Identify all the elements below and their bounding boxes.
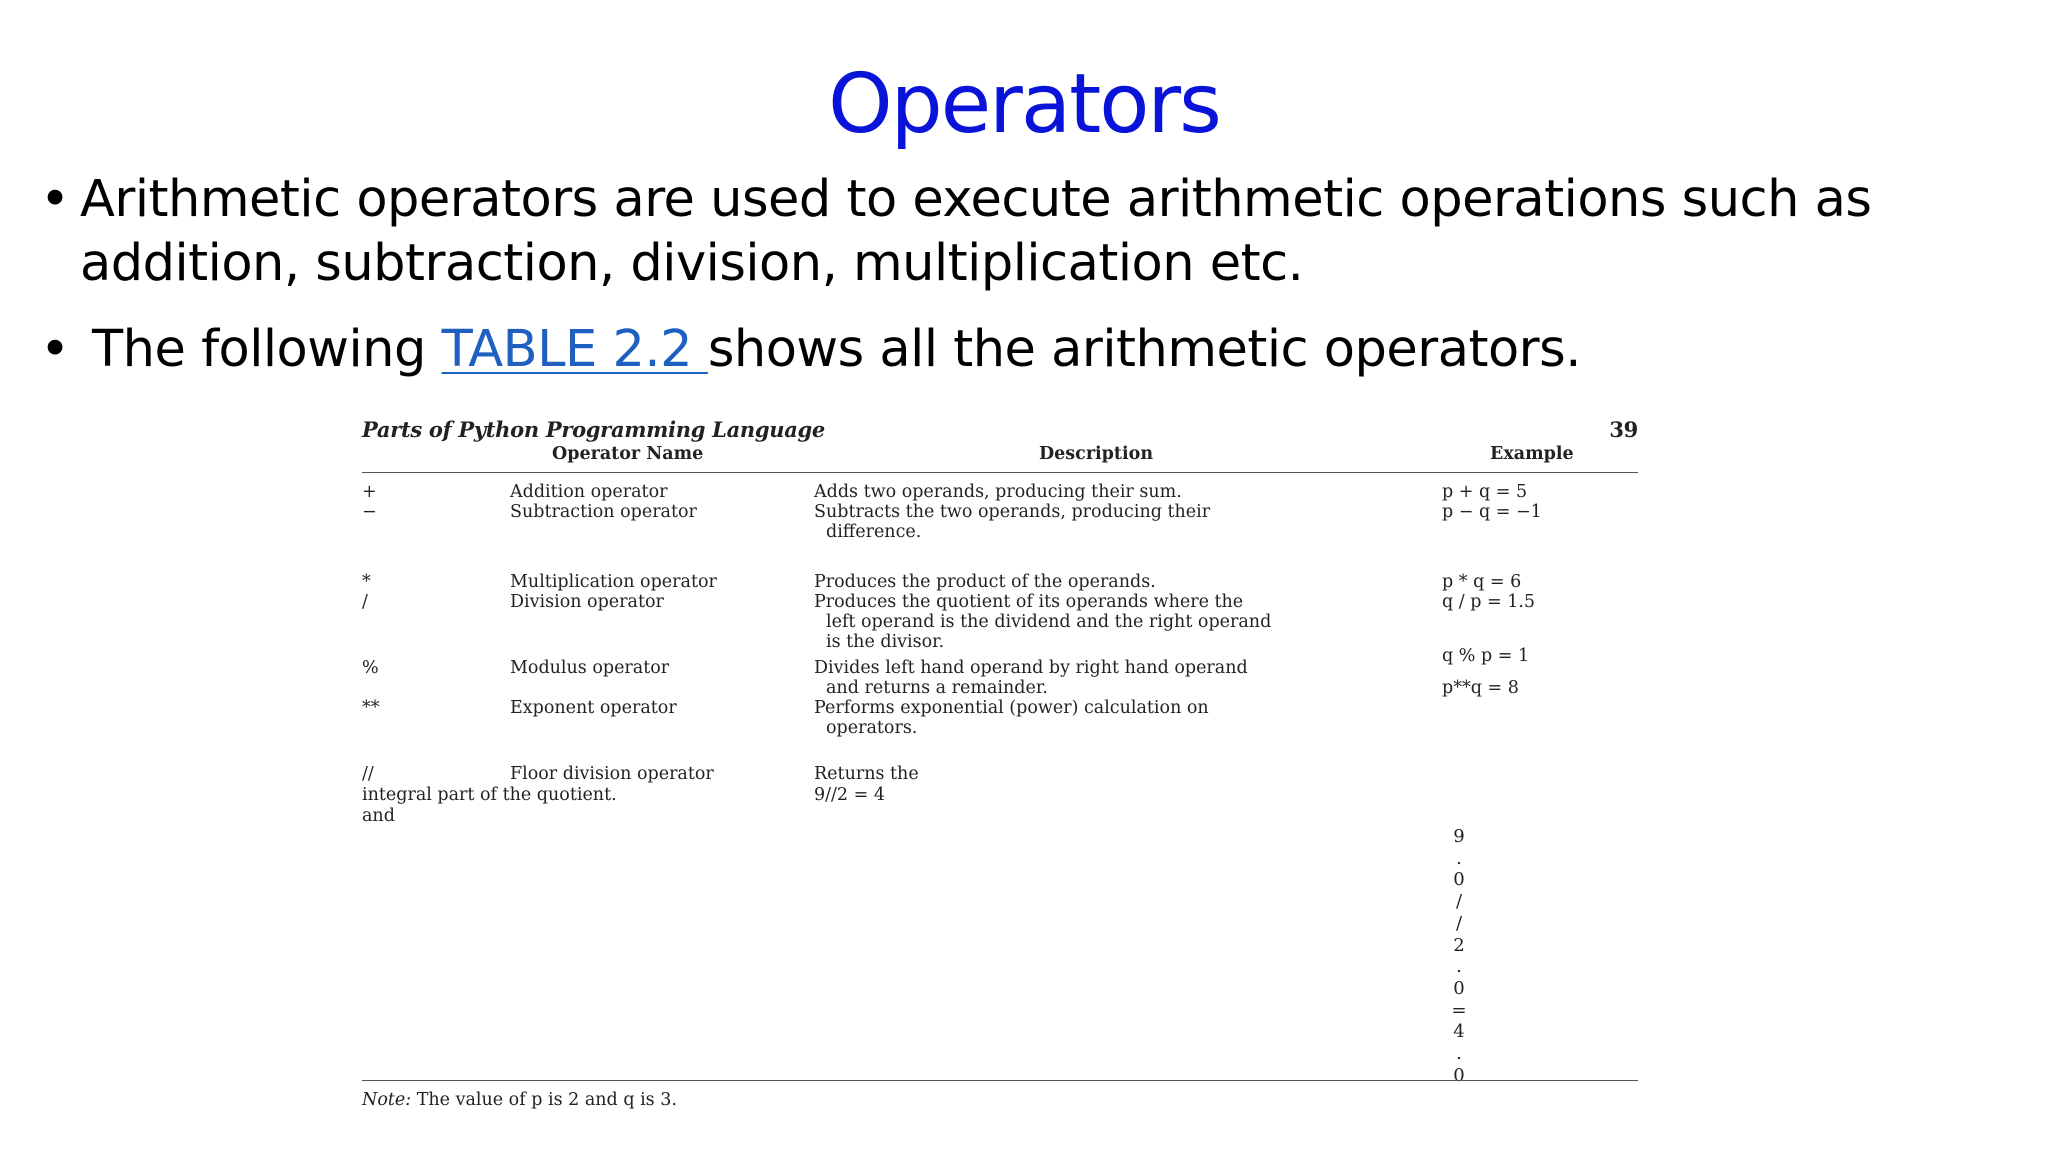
column-header-description: Description [1039, 444, 1154, 464]
vertical-example-char: 0 [1453, 1064, 1465, 1086]
column-header-operator-name: Operator Name [552, 444, 704, 464]
floor-division-continuation: integral part of the quotient. [362, 785, 617, 805]
description-line: Adds two operands, producing their sum. [814, 482, 1182, 502]
operator-description [814, 592, 1271, 652]
description-line: operators. [826, 718, 918, 738]
slide-title: Operators [828, 57, 1220, 152]
footer-rule [362, 1080, 1638, 1081]
description-line: Returns the [814, 764, 919, 784]
vertical-example-char: 2 [1453, 934, 1465, 956]
operator-name: Addition operator [510, 482, 668, 502]
table-2-2-link[interactable]: TABLE 2.2 [441, 320, 708, 379]
note-label: Note: [362, 1090, 412, 1110]
operator-description [814, 764, 919, 784]
note-text: The value of p is 2 and q is 3. [411, 1090, 677, 1110]
bullet-item-arithmetic-definition [40, 168, 2020, 296]
description-line: Performs exponential (power) calculation on [814, 698, 1209, 718]
operator-name: Exponent operator [510, 698, 677, 718]
operator-example: p * q = 6 [1442, 572, 1522, 592]
table-note [362, 1090, 677, 1110]
vertical-example-char: . [1456, 847, 1462, 869]
operator-symbol: + [362, 482, 377, 502]
operator-description [814, 482, 1182, 502]
bullet-dot-icon: • [40, 320, 70, 379]
floor-division-and: and [362, 806, 395, 826]
operator-example: q / p = 1.5 [1442, 592, 1536, 612]
operator-example: p − q = −1 [1442, 502, 1542, 522]
page-number: 39 [1609, 417, 1638, 442]
operator-name: Modulus operator [510, 658, 670, 678]
vertical-example-char: = [1451, 999, 1467, 1021]
bullet-text-before-link: The following [92, 320, 442, 379]
operator-symbol: ** [362, 698, 380, 718]
operator-symbol: − [362, 502, 377, 522]
operator-example: p + q = 5 [1442, 482, 1528, 502]
operator-description [814, 698, 1209, 738]
operator-name: Subtraction operator [510, 502, 697, 522]
operator-example: p**q = 8 [1442, 678, 1519, 698]
column-header-example: Example [1490, 444, 1574, 464]
vertical-example-char: 4 [1453, 1021, 1465, 1043]
vertical-example-char: 0 [1453, 869, 1465, 891]
bullet-list [40, 168, 2020, 382]
vertical-example-char: 0 [1453, 977, 1465, 999]
operator-description [814, 572, 1156, 592]
description-line: difference. [826, 522, 922, 542]
page-header-title: Parts of Python Programming Language [362, 417, 825, 442]
vertical-example-char: 9 [1453, 826, 1465, 847]
vertical-example-char: / [1455, 891, 1463, 913]
bullet-dot-icon: • [40, 170, 70, 229]
operators-table-image [362, 414, 1638, 1114]
description-line: Produces the product of the operands. [814, 572, 1156, 592]
vertical-example-char: . [1456, 956, 1462, 978]
vertical-example-text [1449, 826, 1469, 1086]
floor-division-example-inline: 9//2 = 4 [814, 785, 885, 805]
operator-symbol: // [362, 764, 374, 784]
bullet-text: Arithmetic operators are used to execute arithmetic operations such as addition, subtraction, division, multiplication etc. [80, 170, 1872, 293]
vertical-example-char: / [1455, 912, 1463, 934]
vertical-example-char: . [1456, 1043, 1462, 1065]
operator-name: Floor division operator [510, 764, 714, 784]
description-line: Subtracts the two operands, producing their [814, 502, 1211, 522]
description-line: Divides left hand operand by right hand operand [814, 658, 1248, 678]
operator-symbol: * [362, 572, 371, 592]
description-line: left operand is the dividend and the right operand [826, 612, 1272, 632]
bullet-text-after-link: shows all the arithmetic operators. [707, 320, 1581, 379]
description-line: Produces the quotient of its operands where the [814, 592, 1244, 612]
description-line: and returns a remainder. [826, 678, 1048, 698]
operator-symbol: % [362, 658, 379, 678]
bullet-item-table-reference [40, 318, 2020, 382]
operator-example: q % p = 1 [1442, 646, 1530, 666]
table-page-header [362, 417, 1638, 446]
operator-name: Division operator [510, 592, 664, 612]
header-rule [362, 472, 1638, 473]
operator-description [814, 502, 1210, 542]
description-line: is the divisor. [826, 632, 945, 652]
operator-name: Multiplication operator [510, 572, 717, 592]
operator-symbol: / [362, 592, 368, 612]
operator-description [814, 658, 1248, 698]
